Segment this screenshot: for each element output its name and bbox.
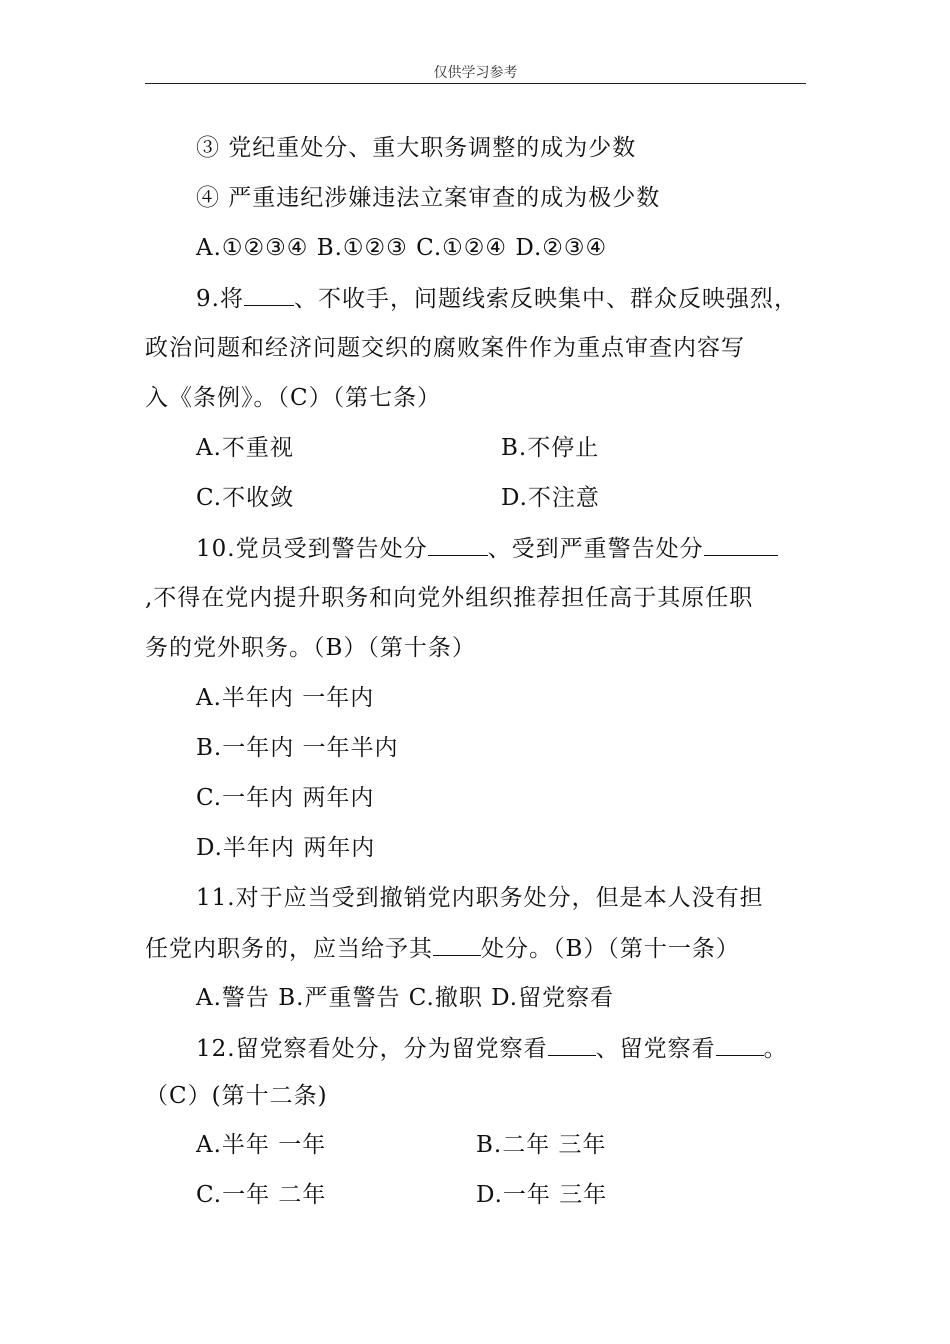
q12-option-b: B.二年 三年: [476, 1132, 607, 1158]
q11-text-b: 处分。（B）（第十一条）: [481, 936, 740, 962]
list-item-3: ③ 党纪重处分、重大职务调整的成为少数: [196, 135, 637, 161]
q9-stem-line1: [196, 283, 806, 314]
q12-blank-1: [548, 1033, 596, 1056]
q10-stem-line1: [196, 533, 806, 564]
q9-stem-line3: 入《条例》。（C）（第七条）: [145, 385, 442, 411]
q12-text-c: 。: [763, 1036, 788, 1062]
q9-option-c: C.不收敛: [196, 485, 295, 511]
q12-option-a: A.半年 一年: [196, 1132, 327, 1158]
q9-option-a: A.不重视: [196, 435, 294, 461]
q11-options: A.警告 B.严重警告 C.撤职 D.留党察看: [196, 985, 615, 1011]
q9-stem-line2: 政治问题和经济问题交织的腐败案件作为重点审查内容写: [145, 335, 745, 361]
q10-text-b: 、受到严重警告处分: [487, 536, 704, 562]
q10-stem-line2: ,不得在党内提升职务和向党外组织推荐担任高于其原任职: [145, 585, 754, 611]
header-rule: [145, 83, 806, 84]
q10-option-b: B.一年内 一年半内: [196, 735, 399, 761]
q9-blank: [244, 283, 294, 306]
q11-stem-line2: [145, 933, 806, 964]
q12-stem-line2: （C）(第十二条): [145, 1083, 328, 1109]
q9-option-b: B.不停止: [501, 435, 600, 461]
q12-text-b: 、留党察看: [595, 1036, 716, 1062]
q11-text-a: 任党内职务的，应当给予其: [145, 936, 433, 962]
list-item-4: ④ 严重违纪涉嫌违法立案审查的成为极少数: [196, 185, 661, 211]
q12-option-row-2: [196, 1180, 806, 1210]
q8-options: A.①②③④ B.①②③ C.①②④ D.②③④: [196, 235, 608, 261]
q9-text-a: 9.将: [196, 286, 244, 312]
q10-option-d: D.半年内 两年内: [196, 835, 376, 861]
q10-option-c: C.一年内 两年内: [196, 785, 375, 811]
q10-text-a: 10.党员受到警告处分: [196, 536, 428, 562]
q12-option-d: D.一年 三年: [476, 1182, 608, 1208]
q10-option-a: A.半年内 一年内: [196, 685, 375, 711]
q12-stem-line1: [196, 1033, 806, 1064]
q12-text-a: 12.留党察看处分，分为留党察看: [196, 1036, 548, 1062]
q10-blank-1: [428, 533, 488, 556]
q9-text-b: 、不收手，问题线索反映集中、群众反映强烈，: [293, 286, 798, 312]
q9-option-row-2: [196, 483, 806, 513]
q12-blank-2: [716, 1033, 764, 1056]
q12-option-row-1: [196, 1130, 806, 1160]
q10-stem-line3: 务的党外职务。（B）（第十条）: [145, 635, 476, 661]
q11-blank: [433, 933, 481, 956]
page-header: 仅供学习参考: [433, 65, 518, 81]
q9-option-row-1: [196, 433, 806, 463]
q10-blank-2: [704, 533, 778, 556]
q12-option-c: C.一年 二年: [196, 1182, 327, 1208]
q9-option-d: D.不注意: [501, 485, 600, 511]
q11-stem-line1: 11.对于应当受到撤销党内职务处分，但是本人没有担: [196, 885, 764, 911]
